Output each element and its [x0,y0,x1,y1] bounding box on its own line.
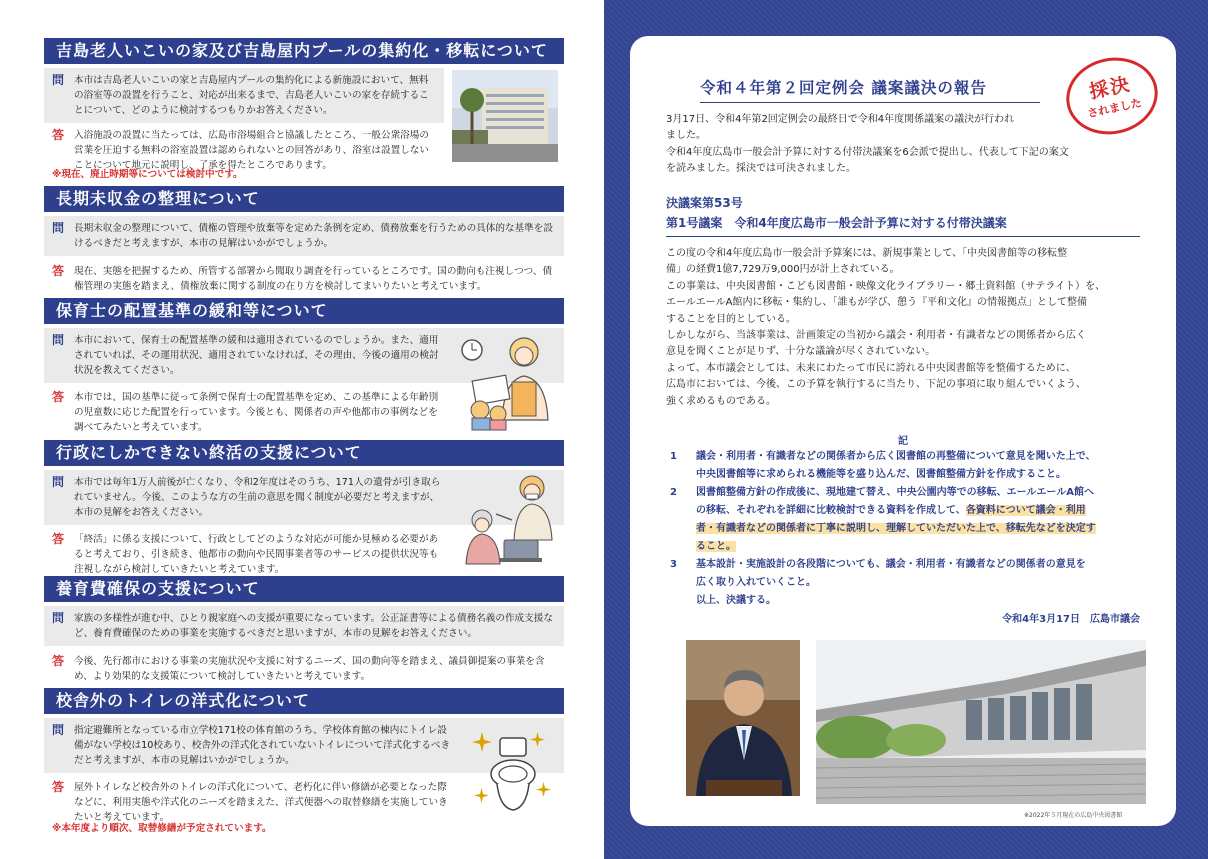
library-photo [816,640,1146,804]
closing-text: 以上、決議する。 [696,595,776,606]
question-2 [44,216,564,256]
answer-text: 現在、実態を把握するため、所管する部署から聞取り調査を行っているところです。国の動向も注視しつつ、債権管理の実態を踏まえ、債権放棄に関する制度の在り方を検討してまいりたいと考えています。 [74,266,553,292]
question-5 [44,606,564,646]
stamp-sub-text: されました [1086,96,1143,121]
section-title-4: 行政にしかできない終活の支援について [44,440,564,466]
report-title: 令和４年第２回定例会 議案議決の報告 [700,76,1040,103]
question-tag: 問 [52,333,65,347]
highlighted-text: 各資料について議会・利用 [965,505,1086,516]
question-tag: 問 [52,73,65,87]
section-note-6: ※本年度より順次、取替修繕が予定されています。 [52,823,272,834]
highlighted-text: 者・有識者などの関係者に丁寧に説明し、理解していただいた上で、移転先などを決定す [696,523,1096,534]
answer-text: 「終活」に係る支援について、行政としてどのような対応が可能か見極める必要があると考えており、引き続き、他都市の動向や民間事業者等のサービスの提供状況等も注視しながら検討していきたいと考えています。 [74,534,439,575]
intro-paragraph: 3月17日、令和4年第2回定例会の最終日で令和4年度関係議案の議決が行われ ました。 令和4年度広島市一般会計予算に対する付帯決議案を6会派で提出し、代表して下記の案文 を読みました。採決では可決されました。 [666,114,1069,175]
resolution-title: 第1号議案 令和4年度広島市一般会計予算に対する付帯決議案 [666,216,1007,230]
qa-block-5 [44,606,564,687]
answer-text: 本市では、国の基準に従って条例で保育士の配置基準を定め、この基準による年齢別の児童数に応じた配置を行っています。今後とも、関係者の声や他都市の事例などを調べてみたいと考えています。 [74,392,439,433]
answer-5 [44,649,564,687]
section-title-6: 校舎外のトイレの洋式化について [44,688,564,714]
resolution-items [670,448,1140,610]
photo-caption: ※2022年５月現在の広島中央図書館 [1024,812,1123,819]
section-note-1: ※現在、廃止時期等については検討中です。 [52,169,243,180]
question-tag: 問 [52,723,65,737]
signature-line: 令和4年3月17日 広島市議会 [1002,614,1140,625]
speaker-photo [686,640,800,796]
childcare-illustration [458,330,562,432]
resolution-body: この度の令和4年度広島市一般会計予算案には、新規事業として、「中央図書館等の移転整 備」の経費1億7,729万9,000円が計上されている。 この事業は、中央図書館・こども図書館・映像文化ライブラリー・郷土資料館（サテライト）を、 エールエールA館内に移転・集約し、「誰もが学び、憩う『平和文化』の情報拠点」として整備 することを目的としている。 しかしながら、当該事業は、計画策定の当初から議会・利用者・有識者などの関係者から広く 意見を聞くことが足りず、十分な議論が尽くされていない。 よって、本市議会としては、未来にわたって市民に誇れる中央図書館等を整備するために、 広島市においては、今後、この予算を執行するに当たり、下記の事項に取り組んでいくよう、 強く求めるものである。 [666,248,1106,407]
answer-text: 入浴施設の設置に当たっては、広島市浴場組合と協議したところ、一般公衆浴場の営業を圧迫する無料の浴室設置は認められないとの回答があり、浴室は設置しないことについて地元に説明し、了承を得たところであります。 [74,130,429,171]
list-item: 2 図書館整備方針の作成後に、現地建て替え、中央公園内等での移転、エールエールA館へ の移転、それぞれを詳細に比較検討できる資料を作成して、各資料について議会・利用 者・有識者などの関係者に丁寧に説明し、理解していただいた上で、移転先などを決定す ること。 [670,487,1096,552]
section-title-3: 保育士の配置基準の緩和等について [44,298,564,324]
answer-text: 今後、先行都市における事業の実施状況や支援に対するニーズ、国の動向等を踏まえ、議員御提案の事業を含め、より効果的な支援策について検討していきたいと考えています。 [74,656,545,682]
answer-2 [44,259,564,297]
question-text: 本市において、保育士の配置基準の緩和は適用されているのでしょうか。また、適用されていれば、その運用状況、適用されていなければ、その理由、今後の適用の検討状況を教えてください。 [74,335,439,376]
report-card [630,36,1176,826]
qa-block-2 [44,216,564,297]
question-tag: 問 [52,475,65,489]
ki-heading: 記 [898,436,908,447]
section-title-2: 長期未収金の整理について [44,186,564,212]
building-photo [452,70,558,162]
list-item: 1 議会・利用者・有識者などの関係者から広く図書館の再整備について意見を聞いた上で、 中央図書館等に求められる機能等を盛り込んだ、図書館整備方針を作成すること。 [670,451,1096,480]
toilet-illustration [470,728,554,820]
question-text: 指定避難所となっている市立学校171校の体育館のうち、学校体育館の棟内にトイレ設備がない学校は10校あり、校舎外の洋式化されていないトイレについて洋式化するべきだと考えますが、本市の見解はいかがでしょうか。 [74,725,451,766]
list-item: 3 基本設計・実施設計の各段階についても、議会・利用者・有識者などの関係者の意見を 広く取り入れていくこと。 以上、決議する。 [670,556,1140,610]
answer-tag: 答 [52,128,65,142]
answer-tag: 答 [52,532,65,546]
question-tag: 問 [52,611,65,625]
adopted-stamp [1059,49,1165,142]
question-1 [44,68,444,123]
answer-tag: 答 [52,390,65,404]
question-text: 長期未収金の整理について、債権の管理や放棄等を定めた条例を定め、債務放棄を行うための具体的な基準を設けるべきだと考えますが、本市の見解はいかがでしょうか。 [74,223,553,249]
divider [666,236,1140,237]
section-title-1: 吉島老人いこいの家及び吉島屋内プールの集約化・移転について [44,38,564,64]
stamp-main-text: 採決 [1087,73,1134,104]
question-tag: 問 [52,221,65,235]
question-text: 本市では毎年1万人前後が亡くなり、令和2年度はそのうち、171人の遺骨が引き取られていません。今後、このような方の生前の意思を聞く制度が必要だと考えますが、本市の見解をお答えください。 [74,477,441,518]
question-text: 家族の多様性が進む中、ひとり親家庭への支援が重要になっています。公正証書等による債務名義の作成支援など、養育費確保のための事業を実施するべきだと思いますが、本市の見解をお答えください。 [74,613,553,639]
right-page [604,0,1208,859]
elderly-support-illustration [456,470,562,568]
answer-tag: 答 [52,780,65,794]
answer-tag: 答 [52,654,65,668]
section-title-5: 養育費確保の支援について [44,576,564,602]
highlighted-text: ること。 [696,541,736,552]
question-text: 本市は吉島老人いこいの家と吉島屋内プールの集約化による新施設において、無料の浴室等の設置を行うこと、対応が出来るまで、吉島老人いこいの家を存続することについて、どのように検討するつもりかお答えください。 [74,75,429,116]
answer-text: 屋外トイレなど校舎外のトイレの洋式化について、老朽化に伴い修繕が必要となった際などに、利用実態や洋式化のニーズを踏まえた、洋式便器への取替修繕を実施していきたいと考えています。 [74,782,448,823]
answer-tag: 答 [52,264,65,278]
resolution-number: 決議案第53号 [666,196,743,210]
